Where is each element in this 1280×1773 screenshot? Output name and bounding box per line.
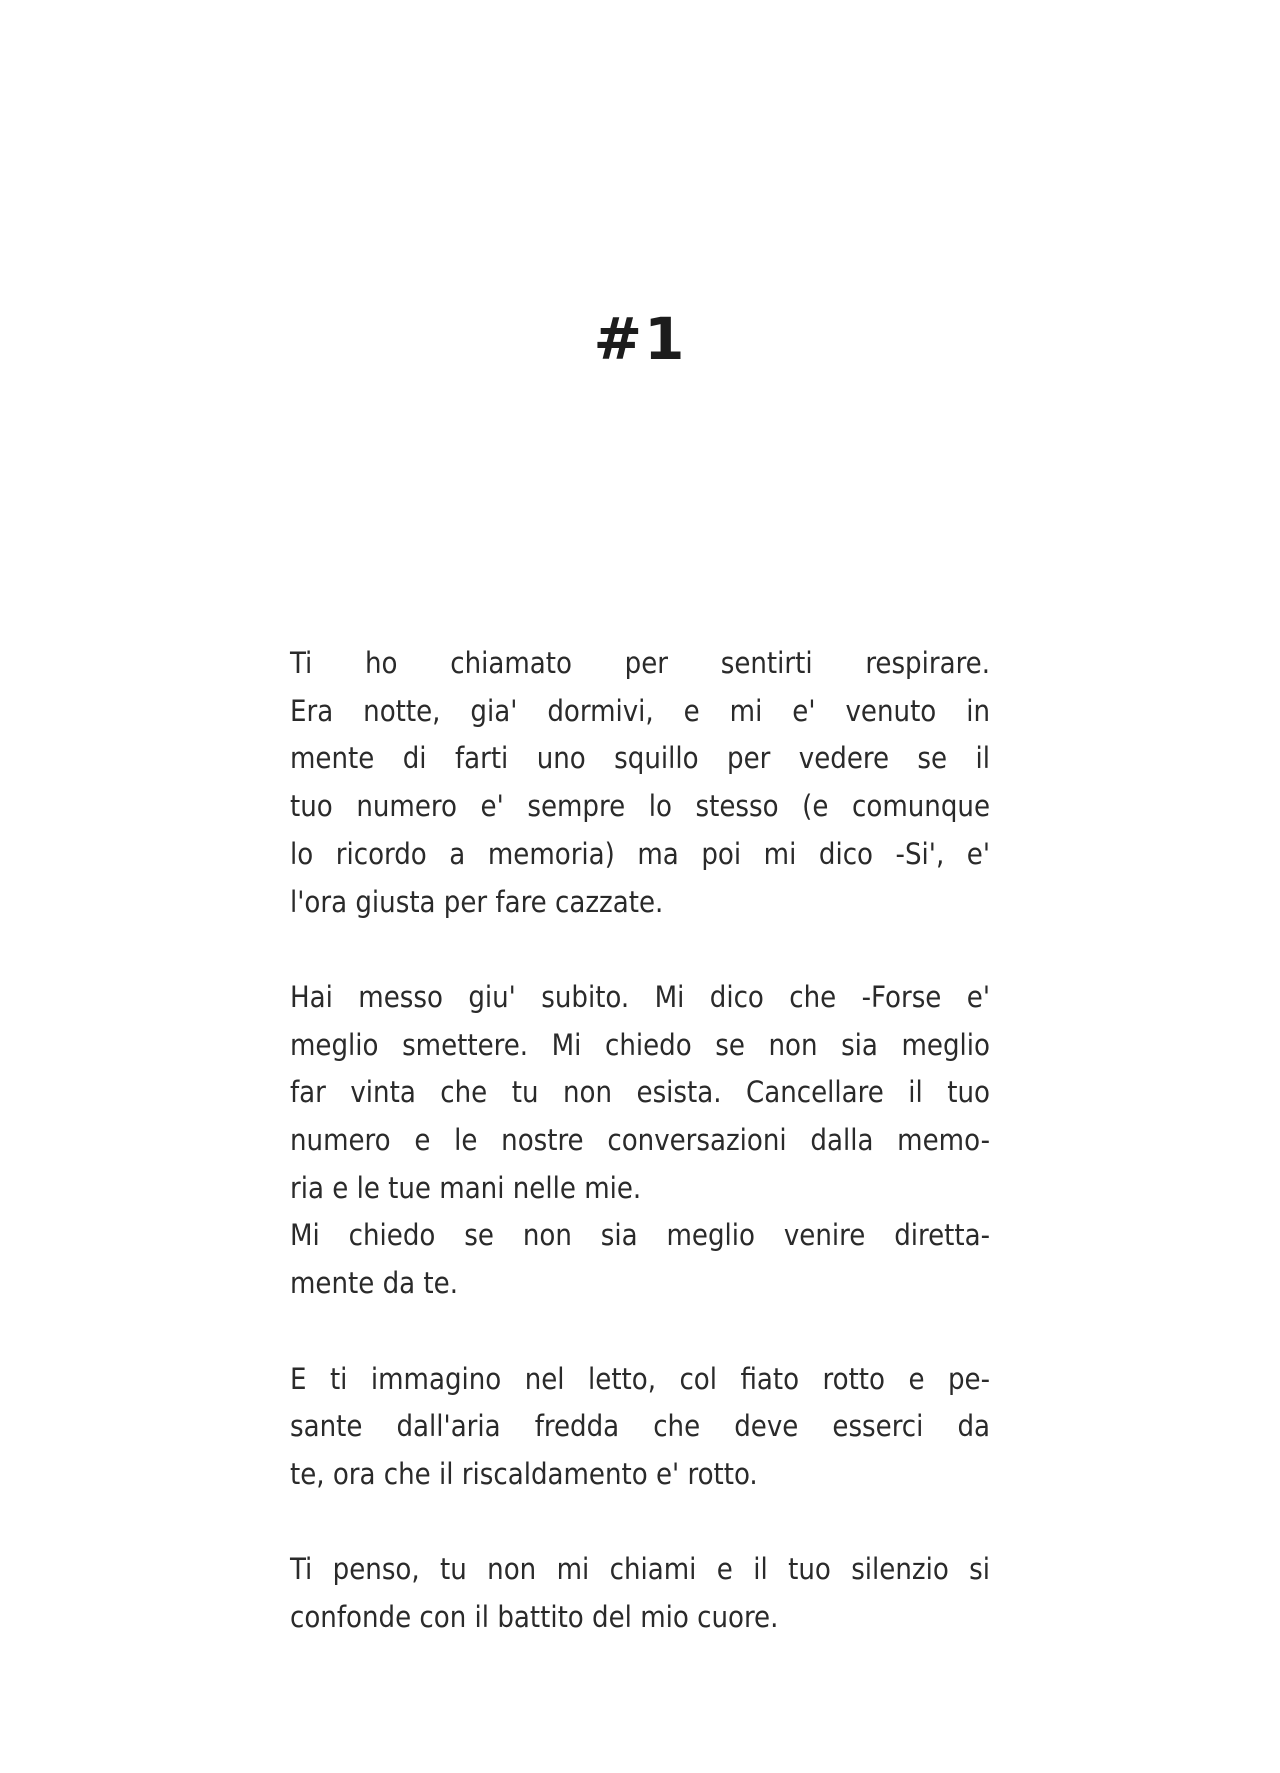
text-line: far vinta che tu non esista. Cancellare il tuo xyxy=(290,1075,990,1110)
text-line: ria e le tue mani nelle mie. xyxy=(290,1170,642,1205)
text-line: tuo numero e' sempre lo stesso (e comunque xyxy=(290,789,990,824)
text-line: sante dall'aria fredda che deve esserci da xyxy=(290,1409,990,1444)
text-line: lo ricordo a memoria) ma poi mi dico -Si', e' xyxy=(290,836,990,871)
text-line: numero e le nostre conversazioni dalla memo- xyxy=(290,1123,990,1158)
paragraph xyxy=(290,974,990,1308)
text-line: Era notte, gia' dormivi, e mi e' venuto in xyxy=(290,693,990,728)
text-line: mente di farti uno squillo per vedere se il xyxy=(290,741,990,776)
text-line: te, ora che il riscaldamento e' rotto. xyxy=(290,1456,758,1491)
text-line: l'ora giusta per fare cazzate. xyxy=(290,884,664,919)
paragraph xyxy=(290,640,990,926)
text-line: mente da te. xyxy=(290,1266,458,1301)
text-line: E ti immagino nel letto, col fiato rotto e pe- xyxy=(290,1361,990,1396)
text-line: Mi chiedo se non sia meglio venire diretta- xyxy=(290,1218,990,1253)
text-body xyxy=(290,640,990,1689)
text-line: Ti ho chiamato per sentirti respirare. xyxy=(290,646,990,680)
text-line: Hai messo giu' subito. Mi dico che -Forse e' xyxy=(290,979,990,1014)
text-line: meglio smettere. Mi chiedo se non sia meglio xyxy=(290,1027,990,1062)
text-line: confonde con il battito del mio cuore. xyxy=(290,1600,779,1635)
paragraph xyxy=(290,1546,990,1641)
chapter-heading: #1 xyxy=(593,305,687,373)
paragraph xyxy=(290,1356,990,1499)
text-line: Ti penso, tu non mi chiami e il tuo silenzio si xyxy=(290,1552,990,1587)
